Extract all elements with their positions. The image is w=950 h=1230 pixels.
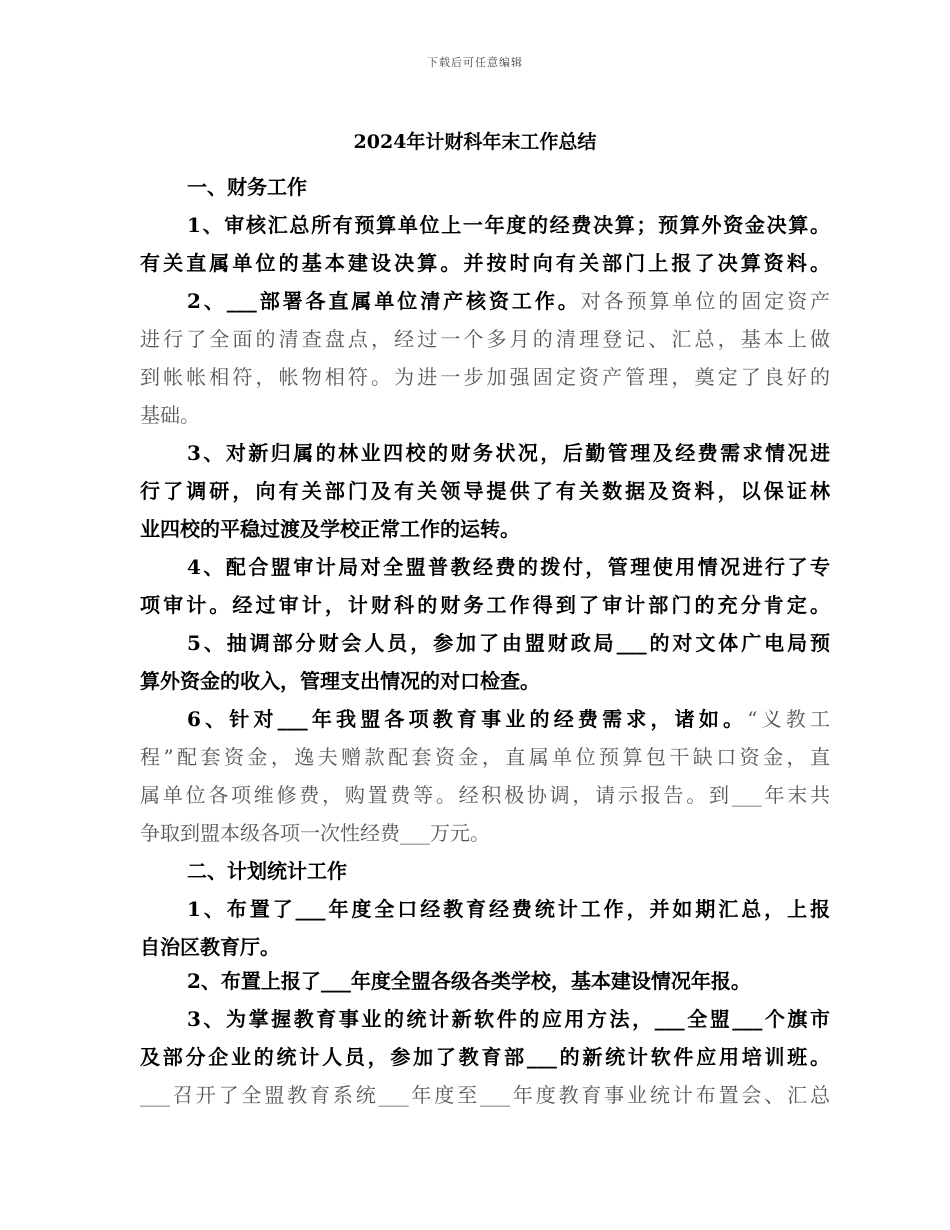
text-run: 3、对新归属的林业四校的财务状况，后勤管理及经费需求情况进 [187, 441, 830, 465]
text-run: 及部分企业的统计人员，参加了教育部___的新统计软件应用培训班。 [140, 1045, 830, 1069]
text-line [140, 781, 830, 809]
text-run: 到帐帐相符，帐物相符。为进一步加强固定资产管理，奠定了良好的 [140, 365, 830, 389]
text-run: 一、财务工作 [187, 175, 307, 199]
text-run: 基础。 [140, 403, 200, 427]
text-run: 项审计。经过审计，计财科的财务工作得到了审计部门的充分肯定。 [140, 593, 830, 617]
text-line [140, 743, 830, 771]
text-run: 进行了全面的清查盘点，经过一个多月的清理登记、汇总，基本上做 [140, 327, 830, 351]
text-line [140, 325, 830, 353]
text-line [140, 363, 830, 391]
text-run: 5、抽调部分财会人员，参加了由盟财政局___的对文体广电局预 [187, 631, 830, 655]
text-line [140, 667, 830, 695]
text-run: 3、为掌握教育事业的统计新软件的应用方法，___全盟___个旗市 [187, 1007, 830, 1031]
text-run: ___召开了全盟教育系统___年度至___年度教育事业统计布置会、汇总 [140, 1083, 830, 1107]
text-line [187, 173, 587, 201]
text-line [140, 1043, 830, 1071]
document-title: 2024年计财科年末工作总结 [353, 131, 597, 153]
text-run: 程”配套资金，逸夫赠款配套资金，直属单位预算包干缺口资金，直 [140, 745, 830, 769]
text-line [140, 933, 830, 961]
text-run: “义教工 [747, 707, 830, 731]
text-line [140, 515, 830, 543]
text-line [187, 895, 830, 923]
text-run: 二、计划统计工作 [187, 859, 347, 883]
text-line [187, 705, 830, 733]
text-run: 1、布置了___年度全口经教育经费统计工作，并如期汇总，上报 [187, 897, 830, 921]
text-run: 争取到盟本级各项一次性经费___万元。 [140, 821, 490, 845]
text-line [140, 401, 830, 429]
text-run: 对各预算单位的固定资产 [580, 289, 831, 313]
text-run: 行了调研，向有关部门及有关领导提供了有关数据及资料，以保证林 [140, 479, 830, 503]
text-line [187, 211, 830, 239]
page-header-note: 下载后可任意编辑 [427, 56, 523, 69]
text-line [187, 629, 830, 657]
text-run: 2、___部署各直属单位清产核资工作。 [187, 289, 581, 313]
text-line [140, 1081, 830, 1109]
text-run: 自治区教育厅。 [140, 935, 280, 959]
text-line [140, 591, 830, 619]
text-line [187, 439, 830, 467]
text-run: 算外资金的收入，管理支出情况的对口检查。 [140, 669, 540, 693]
text-line [140, 249, 830, 277]
text-run: 业四校的平稳过渡及学校正常工作的运转。 [140, 517, 520, 541]
text-line [187, 553, 830, 581]
text-line [187, 1005, 830, 1033]
text-line [187, 857, 587, 885]
text-run: 1、审核汇总所有预算单位上一年度的经费决算；预算外资金决算。 [187, 213, 830, 237]
text-run: 有关直属单位的基本建设决算。并按时向有关部门上报了决算资料。 [140, 251, 830, 275]
text-line [187, 287, 830, 315]
text-run: 6、针对___年我盟各项教育事业的经费需求，诸如。 [187, 707, 748, 731]
text-run: 4、配合盟审计局对全盟普教经费的拨付，管理使用情况进行了专 [187, 555, 830, 579]
text-line [187, 967, 830, 995]
text-run: 属单位各项维修费，购置费等。经积极协调，请示报告。到___年末共 [140, 783, 830, 807]
text-run: 2、布置上报了___年度全盟各级各类学校，基本建设情况年报。 [187, 969, 751, 993]
text-line [140, 819, 830, 847]
text-line [140, 477, 830, 505]
